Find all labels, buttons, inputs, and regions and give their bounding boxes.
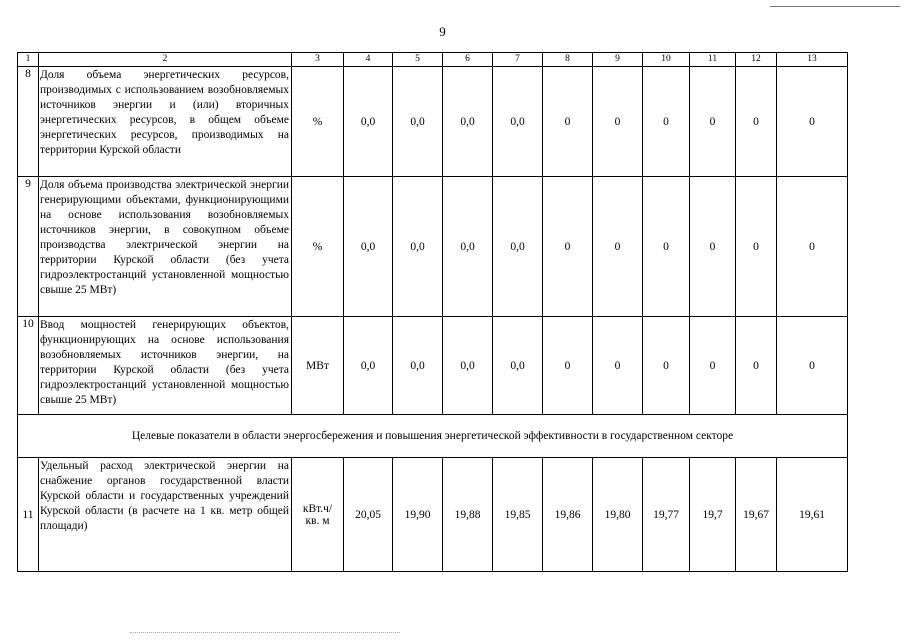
value-cell: 0 bbox=[543, 177, 593, 317]
table-row-9 bbox=[18, 177, 848, 317]
value-cell: 0 bbox=[643, 317, 690, 415]
value-cell: 19,90 bbox=[393, 458, 443, 572]
value-cell: 0 bbox=[593, 317, 643, 415]
col-header: 4 bbox=[344, 53, 393, 67]
value-cell: 0,0 bbox=[393, 317, 443, 415]
row-description: Доля объема энергетических ресурсов, производимых с использованием возобновляемых источников энергии и (или) вторичных энергетических ресурсов, в общем объеме энергетических ресурсов, производимых на территории Курской области bbox=[39, 67, 292, 177]
row-description: Ввод мощностей генерирующих объектов, функционирующих на основе использования возобновляемых источников энергии, на территории Курской области (без учета гидроэлектростанций установленной мощностью свыше 25 МВт) bbox=[39, 317, 292, 415]
col-header: 9 bbox=[593, 53, 643, 67]
value-cell: 0 bbox=[736, 177, 777, 317]
top-right-rule bbox=[770, 6, 900, 7]
value-cell: 0,0 bbox=[344, 67, 393, 177]
value-cell: 0 bbox=[643, 67, 690, 177]
row-description: Удельный расход электрической энергии на снабжение органов государственной власти Курской области и государственных учреждений Курской области (в расчете на 1 кв. метр общей площади) bbox=[39, 458, 292, 572]
value-cell: 19,67 bbox=[736, 458, 777, 572]
row-number: 10 bbox=[18, 317, 39, 415]
value-cell: 19,61 bbox=[777, 458, 848, 572]
value-cell: 0,0 bbox=[493, 177, 543, 317]
value-cell: 0 bbox=[593, 177, 643, 317]
value-cell: 0 bbox=[690, 177, 736, 317]
value-cell: 0 bbox=[736, 317, 777, 415]
scan-artifact-line bbox=[130, 632, 400, 633]
value-cell: 0 bbox=[690, 317, 736, 415]
table-row-8 bbox=[18, 67, 848, 177]
indicators-table bbox=[17, 52, 848, 572]
row-description: Доля объема производства электрической энергии генерирующими объектами, функционирующими на основе использования возобновляемых источников энергии, в совокупном объеме производства электрической энергии на территории Курской области (без учета гидроэлектростанций установленной мощностью свыше 25 МВт) bbox=[39, 177, 292, 317]
value-cell: 19,85 bbox=[493, 458, 543, 572]
value-cell: 19,86 bbox=[543, 458, 593, 572]
row-unit bbox=[292, 458, 344, 572]
col-header: 10 bbox=[643, 53, 690, 67]
value-cell: 0 bbox=[593, 67, 643, 177]
value-cell: 0,0 bbox=[344, 177, 393, 317]
value-cell: 19,7 bbox=[690, 458, 736, 572]
value-cell: 0 bbox=[543, 67, 593, 177]
value-cell: 0,0 bbox=[443, 177, 493, 317]
value-cell: 19,77 bbox=[643, 458, 690, 572]
row-unit: % bbox=[292, 177, 344, 317]
value-cell: 20,05 bbox=[344, 458, 393, 572]
table-row-11 bbox=[18, 458, 848, 572]
value-cell: 0 bbox=[736, 67, 777, 177]
value-cell: 0 bbox=[777, 317, 848, 415]
value-cell: 0 bbox=[777, 177, 848, 317]
value-cell: 0,0 bbox=[493, 67, 543, 177]
value-cell: 0 bbox=[777, 67, 848, 177]
row-number: 11 bbox=[18, 458, 39, 572]
col-header: 5 bbox=[393, 53, 443, 67]
table-row-10 bbox=[18, 317, 848, 415]
col-header: 12 bbox=[736, 53, 777, 67]
value-cell: 19,80 bbox=[593, 458, 643, 572]
value-cell: 0,0 bbox=[393, 67, 443, 177]
value-cell: 0,0 bbox=[443, 67, 493, 177]
col-header: 7 bbox=[493, 53, 543, 67]
row-unit: % bbox=[292, 67, 344, 177]
col-header: 13 bbox=[777, 53, 848, 67]
col-header: 2 bbox=[39, 53, 292, 67]
value-cell: 0 bbox=[690, 67, 736, 177]
value-cell: 0 bbox=[643, 177, 690, 317]
value-cell: 0,0 bbox=[344, 317, 393, 415]
value-cell: 19,88 bbox=[443, 458, 493, 572]
value-cell: 0,0 bbox=[443, 317, 493, 415]
row-number: 9 bbox=[18, 177, 39, 317]
unit-line-1: кВт.ч/ bbox=[302, 502, 333, 515]
row-number: 8 bbox=[18, 67, 39, 177]
value-cell: 0 bbox=[543, 317, 593, 415]
col-header: 8 bbox=[543, 53, 593, 67]
unit-line-2: кв. м bbox=[305, 514, 330, 527]
page-number: 9 bbox=[439, 24, 446, 39]
value-cell: 0,0 bbox=[393, 177, 443, 317]
col-header: 1 bbox=[18, 53, 39, 67]
column-number-row bbox=[18, 53, 848, 67]
section-title: Целевые показатели в области энергосбережения и повышения энергетической эффективности в государственном секторе bbox=[18, 415, 848, 458]
section-row bbox=[18, 415, 848, 458]
col-header: 11 bbox=[690, 53, 736, 67]
value-cell: 0,0 bbox=[493, 317, 543, 415]
col-header: 3 bbox=[292, 53, 344, 67]
col-header: 6 bbox=[443, 53, 493, 67]
row-unit: МВт bbox=[292, 317, 344, 415]
